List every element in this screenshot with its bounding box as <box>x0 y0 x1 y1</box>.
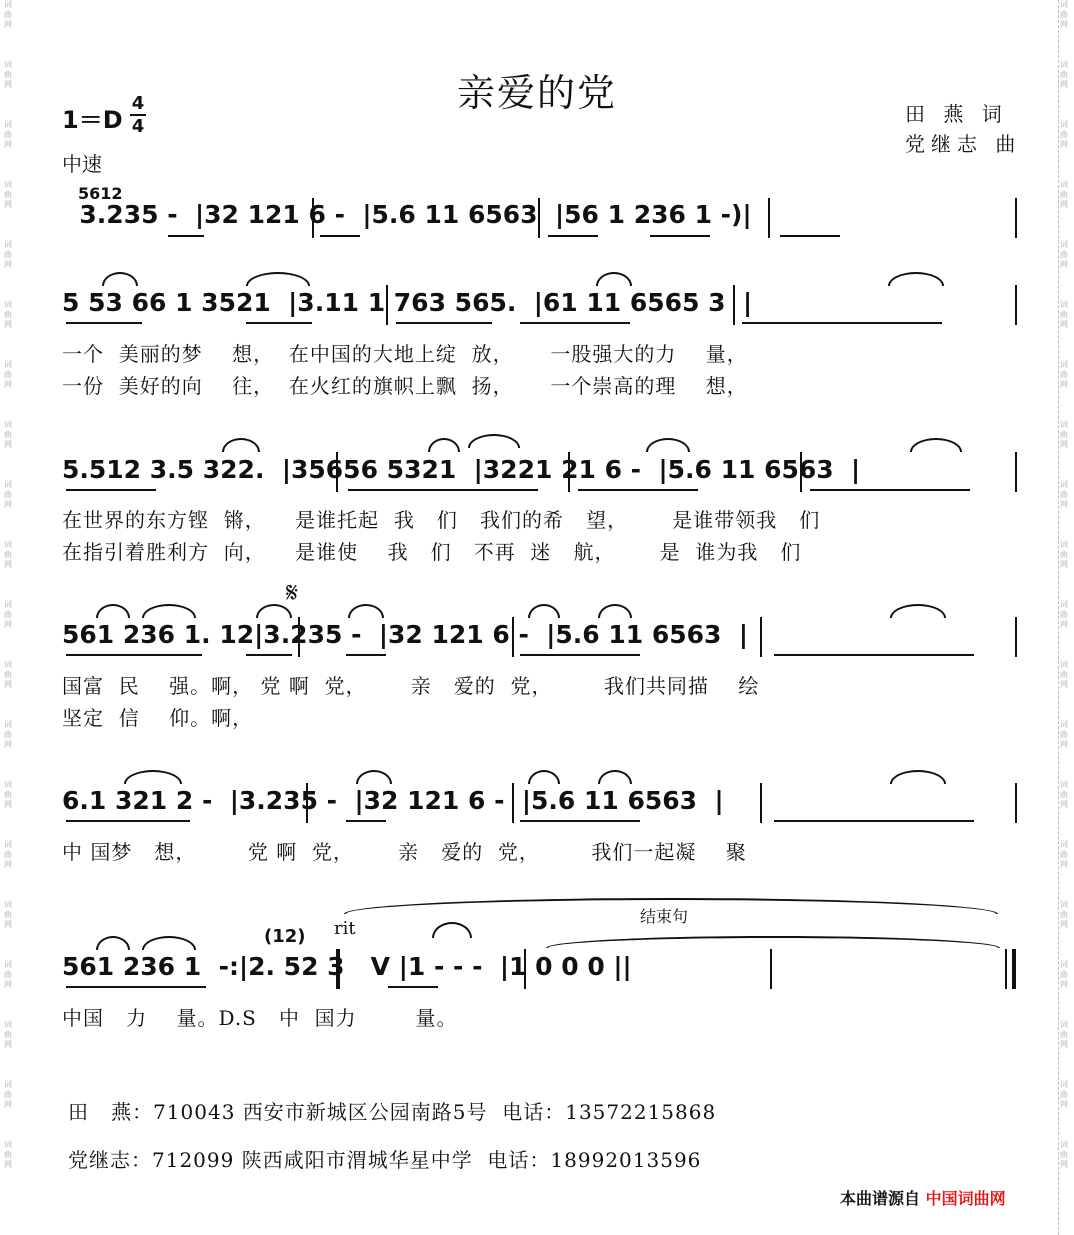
watermark-text: 词 曲 网 <box>4 840 12 869</box>
watermark-text: 词 曲 网 <box>4 180 12 209</box>
watermark-text: 词 曲 网 <box>4 600 12 629</box>
beam-underline <box>346 820 386 822</box>
watermark-text: 词 曲 网 <box>1060 840 1068 869</box>
beam-underline <box>388 986 438 988</box>
watermark-text: 词 曲 网 <box>4 780 12 809</box>
barline <box>386 285 388 325</box>
watermark-text: 词 曲 网 <box>4 0 12 29</box>
watermark-text: 词 曲 网 <box>1060 0 1068 29</box>
beam-underline <box>578 489 698 491</box>
beam-underline <box>320 235 360 237</box>
watermark-text: 词 曲 网 <box>1060 420 1068 449</box>
slur <box>646 438 690 452</box>
lyricist-contact: 田 燕：710043 西安市新城区公园南路5号 电话：13572215868 <box>68 1100 717 1124</box>
barline <box>312 198 314 238</box>
tie <box>546 936 1000 948</box>
slur <box>124 770 182 784</box>
time-signature-top: 4 <box>131 93 145 114</box>
watermark-text: 词 曲 网 <box>1060 600 1068 629</box>
score-row-2: 5 53 66 1 3521 |3.11 1 763 565. |61 11 6565 3 | <box>62 288 753 317</box>
slur <box>428 438 460 452</box>
watermark-text: 词 曲 网 <box>4 120 12 149</box>
barline <box>306 783 308 823</box>
beam-underline <box>346 654 386 656</box>
watermark-text: 词 曲 网 <box>4 660 12 689</box>
slur <box>598 604 632 618</box>
watermark-text: 词 曲 网 <box>1060 720 1068 749</box>
watermark-text: 词 曲 网 <box>4 300 12 329</box>
barline <box>298 617 300 657</box>
grace-note: 5612 <box>78 184 123 203</box>
lyrics-verse-1: 中 国梦 想， 党 啊 党， 亲 爱的 党， 我们一起凝 聚 <box>62 840 747 864</box>
song-title: 亲爱的党 <box>456 71 617 115</box>
beam-underline <box>520 322 630 324</box>
beam-underline <box>66 986 206 988</box>
repeat-barline <box>336 949 340 989</box>
watermark-text: 词 曲 网 <box>4 900 12 929</box>
beam-underline <box>66 654 202 656</box>
watermark-text: 词 曲 网 <box>1060 900 1068 929</box>
barline <box>524 949 526 989</box>
beam-underline <box>520 820 640 822</box>
watermark-text: 词 曲 网 <box>1060 180 1068 209</box>
composer-credit: 党继志 曲 <box>905 132 1022 156</box>
slur <box>96 604 130 618</box>
beam-underline <box>650 235 710 237</box>
beam-underline <box>774 654 974 656</box>
beam-underline <box>396 322 492 324</box>
source-credit <box>840 1186 1006 1209</box>
watermark-text: 词 曲 网 <box>4 960 12 989</box>
barline <box>1015 617 1017 657</box>
barline <box>760 783 762 823</box>
watermark-text: 词 曲 网 <box>1060 360 1068 389</box>
slur <box>348 604 384 618</box>
ritardando-marking: rit <box>334 918 356 939</box>
barline <box>800 452 802 492</box>
time-signature <box>130 94 146 136</box>
segno-sign: 𝄋 <box>286 576 299 609</box>
watermark-text: 词 曲 网 <box>4 1080 12 1109</box>
right-margin-watermark <box>1058 0 1070 1235</box>
barline <box>768 198 770 238</box>
source-prefix: 本曲谱源自 <box>840 1189 921 1208</box>
watermark-text: 词 曲 网 <box>4 60 12 89</box>
watermark-text: 词 曲 网 <box>4 720 12 749</box>
watermark-text: 词 曲 网 <box>1060 780 1068 809</box>
watermark-text: 词 曲 网 <box>1060 480 1068 509</box>
score-row-1: 3.235 - |32 121 6 - |5.6 11 6563 |56 1 236 1 -)| <box>62 200 752 229</box>
slur <box>528 770 560 784</box>
lyrics-verse-1: 国富 民 强。啊， 党 啊 党， 亲 爱的 党， 我们共同描 绘 <box>62 674 760 698</box>
beam-underline <box>66 820 190 822</box>
watermark-text: 词 曲 网 <box>4 360 12 389</box>
time-signature-bottom: 4 <box>131 116 145 137</box>
composer-contact: 党继志：712099 陕西咸阳市渭城华星中学 电话：18992013596 <box>68 1148 702 1172</box>
watermark-text: 词 曲 网 <box>4 240 12 269</box>
lyrics-verse-2: 一份 美好的向 往， 在火红的旗帜上飘 扬， 一个崇高的理 想， <box>62 374 748 398</box>
slur <box>96 936 130 950</box>
barline <box>512 783 514 823</box>
beam-underline <box>246 322 312 324</box>
slur <box>246 272 310 286</box>
slur <box>468 434 520 448</box>
watermark-text: 词 曲 网 <box>4 420 12 449</box>
slur <box>888 272 944 286</box>
lyrics-verse-1: 一个 美丽的梦 想， 在中国的大地上绽 放， 一股强大的力 量， <box>62 342 748 366</box>
slur <box>356 770 392 784</box>
slur <box>102 272 138 286</box>
score-row-5: 6.1 321 2 - |3.235 - |32 121 6 - |5.6 11 6563 | <box>62 786 724 815</box>
beam-underline <box>246 654 292 656</box>
barline <box>336 452 338 492</box>
beam-underline <box>774 820 974 822</box>
lyrics-verse-2: 坚定 信 仰。啊， <box>62 706 254 730</box>
barline <box>733 285 735 325</box>
watermark-text: 词 曲 网 <box>4 480 12 509</box>
lyrics-verse-1: 中国 力 量。D.S 中 国力 量。 <box>62 1006 458 1030</box>
slur <box>222 438 260 452</box>
score-row-3: 5.512 3.5 322. |35656 5321 |3221 21 6 - |5.6 11 6563 | <box>62 455 861 484</box>
beam-underline <box>520 654 640 656</box>
barline <box>1015 285 1017 325</box>
slur <box>142 936 196 950</box>
barline <box>1015 452 1017 492</box>
left-margin-watermark <box>2 0 14 1235</box>
beam-underline <box>66 489 156 491</box>
watermark-text: 词 曲 网 <box>1060 540 1068 569</box>
barline <box>760 617 762 657</box>
watermark-text: 词 曲 网 <box>1060 660 1068 689</box>
slur <box>528 604 560 618</box>
tempo-marking: 中速 <box>62 152 102 176</box>
final-barline <box>1012 949 1016 989</box>
beam-underline <box>168 235 204 237</box>
lyricist-credit: 田 燕 词 <box>905 102 1008 126</box>
barline <box>1015 198 1017 238</box>
lyrics-verse-1: 在世界的东方铿 锵， 是谁托起 我 们 我们的希 望， 是谁带领我 们 <box>62 508 821 532</box>
watermark-text: 词 曲 网 <box>1060 1140 1068 1169</box>
beam-underline <box>548 235 598 237</box>
watermark-text: 词 曲 网 <box>4 540 12 569</box>
fermata <box>432 922 472 938</box>
slur <box>890 604 946 618</box>
watermark-text: 词 曲 网 <box>4 1020 12 1049</box>
slur <box>596 272 632 286</box>
barline <box>512 617 514 657</box>
watermark-text: 词 曲 网 <box>1060 300 1068 329</box>
final-barline <box>1005 949 1007 989</box>
barline <box>770 949 772 989</box>
lyrics-verse-2: 在指引着胜利方 向， 是谁使 我 们 不再 迷 航， 是 谁为我 们 <box>62 540 802 564</box>
barline <box>538 198 540 238</box>
beam-underline <box>348 489 538 491</box>
slur <box>910 438 962 452</box>
beam-underline <box>742 322 942 324</box>
beam-underline <box>66 322 142 324</box>
barline <box>1015 783 1017 823</box>
optional-notes: (12) <box>264 926 306 947</box>
beam-underline <box>780 235 840 237</box>
ending-label: 结束句 <box>640 907 689 926</box>
source-site-link[interactable]: 中国词曲网 <box>925 1189 1006 1208</box>
slur <box>598 770 632 784</box>
watermark-text: 词 曲 网 <box>1060 240 1068 269</box>
score-row-4: 561 236 1. 12|3.235 - |32 121 6 - |5.6 11 6563 | <box>62 620 748 649</box>
score-row-6: 561 236 1 -:|2. 52 3 V |1 - - - |1 0 0 0 || <box>62 952 632 981</box>
slur <box>890 770 946 784</box>
barline <box>568 452 570 492</box>
slur <box>142 604 196 618</box>
beam-underline <box>810 489 970 491</box>
key-signature: 1＝D <box>62 106 123 134</box>
watermark-text: 词 曲 网 <box>4 1140 12 1169</box>
watermark-text: 词 曲 网 <box>1060 1020 1068 1049</box>
watermark-text: 词 曲 网 <box>1060 960 1068 989</box>
watermark-text: 词 曲 网 <box>1060 60 1068 89</box>
watermark-text: 词 曲 网 <box>1060 120 1068 149</box>
watermark-text: 词 曲 网 <box>1060 1080 1068 1109</box>
